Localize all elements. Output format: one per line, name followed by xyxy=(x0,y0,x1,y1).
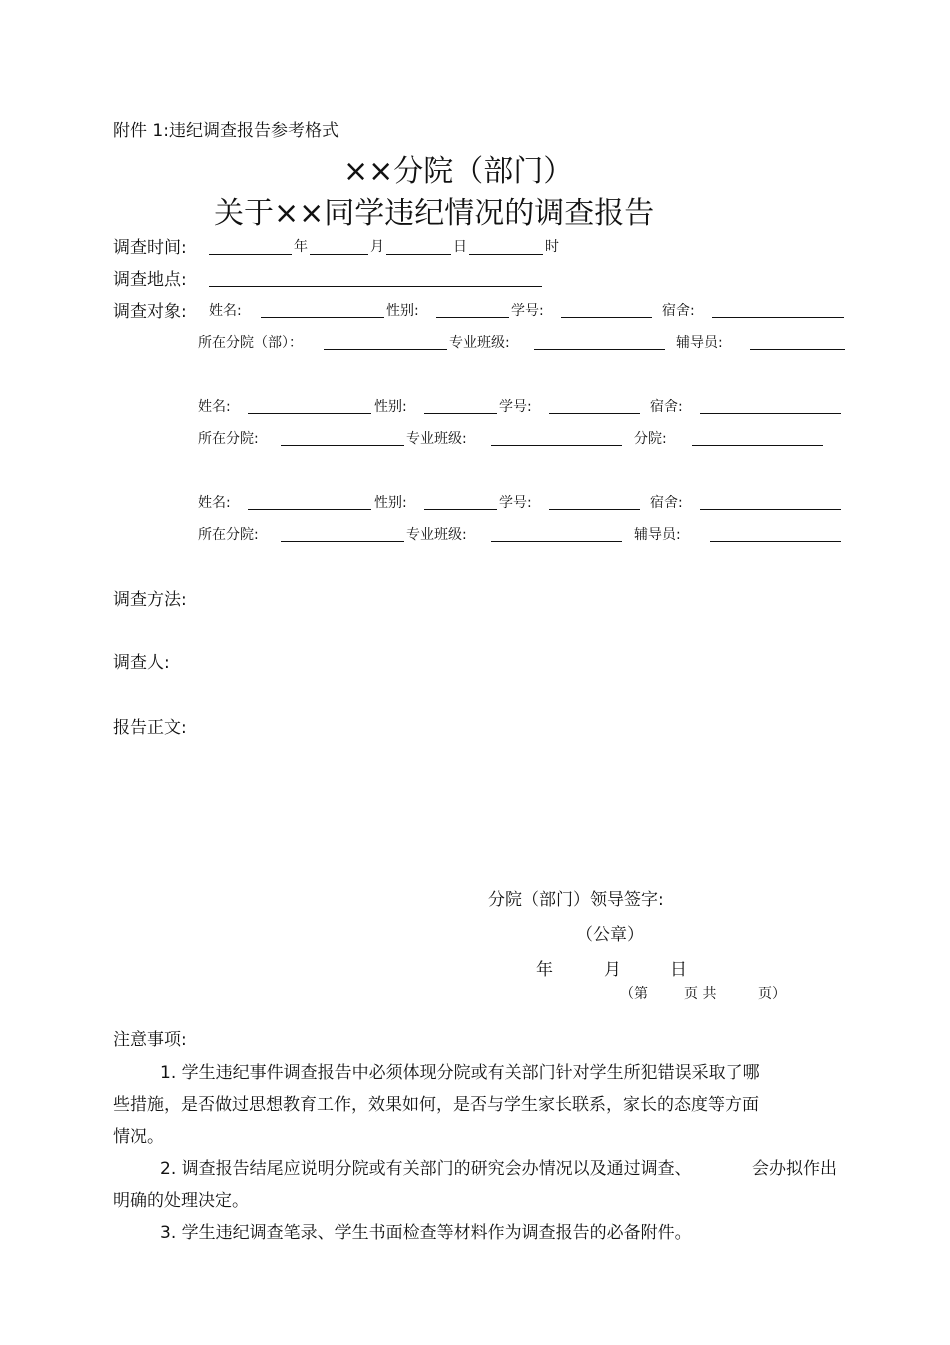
place-blank xyxy=(209,286,542,287)
subject3-class-label: 专业班级: xyxy=(406,527,467,543)
subject2-id-blank xyxy=(549,413,640,414)
note1-line2: 些措施，是否做过思想教育工作，效果如何，是否与学生家长联系，家长的态度等方面 xyxy=(113,1095,759,1115)
subject1-dorm-label: 宿舍: xyxy=(662,303,695,319)
subject3-counselor-blank xyxy=(710,541,841,542)
subject2-id-label: 学号: xyxy=(499,399,532,415)
method-label: 调查方法: xyxy=(113,590,187,610)
page-number-mid: 页 共 xyxy=(684,986,717,1002)
report-body-label: 报告正文: xyxy=(113,718,187,738)
note2-line1a: 2. 调查报告结尾应说明分院或有关部门的研究会办情况以及通过调查、 xyxy=(160,1159,692,1179)
subject2-gender-label: 性别: xyxy=(374,399,407,415)
sign-year: 年 xyxy=(536,960,553,980)
subject1-gender-blank xyxy=(436,317,509,318)
note2-line1b: 会办拟作出 xyxy=(752,1159,837,1179)
subject2-gender-blank xyxy=(424,413,497,414)
subject3-gender-label: 性别: xyxy=(374,495,407,511)
subject3-name-blank xyxy=(248,509,371,510)
subject3-college-label: 所在分院: xyxy=(198,527,259,543)
note1-line1: 1. 学生违纪事件调查报告中必须体现分院或有关部门针对学生所犯错误采取了哪 xyxy=(160,1063,760,1083)
subject3-dorm-label: 宿舍: xyxy=(650,495,683,511)
subject3-id-label: 学号: xyxy=(499,495,532,511)
page-number-open: （第 xyxy=(620,986,648,1002)
page-title-line1: ××分院（部门） xyxy=(343,154,574,189)
attachment-label: 附件 1:违纪调查报告参考格式 xyxy=(113,121,339,141)
subject3-counselor-label: 辅导员: xyxy=(634,527,681,543)
subject1-college-blank xyxy=(324,349,447,350)
notes-heading: 注意事项: xyxy=(113,1030,187,1050)
subject1-class-label: 专业班级: xyxy=(449,335,510,351)
sign-day: 日 xyxy=(670,960,687,980)
subject2-dorm-blank xyxy=(700,413,841,414)
day-unit: 日 xyxy=(453,239,467,255)
subject1-name-blank xyxy=(261,317,384,318)
hour-unit: 时 xyxy=(545,239,559,255)
subject1-college-label: 所在分院（部）： xyxy=(198,335,303,351)
subject1-gender-label: 性别: xyxy=(386,303,419,319)
note3-line1: 3. 学生违纪调查笔录、学生书面检查等材料作为调查报告的必备附件。 xyxy=(160,1223,692,1243)
subject1-counselor-label: 辅导员: xyxy=(676,335,723,351)
subject2-class-blank xyxy=(491,445,622,446)
place-label: 调查地点: xyxy=(113,270,187,290)
subject3-class-blank xyxy=(491,541,622,542)
subject2-name-label: 姓名: xyxy=(198,399,231,415)
subject1-class-blank xyxy=(534,349,665,350)
note2-line2: 明确的处理决定。 xyxy=(113,1191,249,1211)
investigator-label: 调查人: xyxy=(113,653,170,673)
subject2-college-blank xyxy=(281,445,404,446)
subject2-name-blank xyxy=(248,413,371,414)
subject3-dorm-blank xyxy=(700,509,841,510)
subject1-counselor-blank xyxy=(750,349,845,350)
subject2-dorm-label: 宿舍: xyxy=(650,399,683,415)
day-blank xyxy=(386,254,451,255)
subject2-college-label: 所在分院: xyxy=(198,431,259,447)
seal-label: （公章） xyxy=(576,925,644,945)
month-unit: 月 xyxy=(370,239,384,255)
subject2-branch-blank xyxy=(692,445,823,446)
month-blank xyxy=(310,254,368,255)
page-number-close: 页） xyxy=(758,986,786,1002)
subject2-class-label: 专业班级: xyxy=(406,431,467,447)
leader-signature-label: 分院（部门）领导签字: xyxy=(488,890,664,910)
time-label: 调查时间: xyxy=(113,238,187,258)
subject1-name-label: 姓名: xyxy=(209,303,242,319)
subject2-branch-label: 分院: xyxy=(634,431,667,447)
subject3-name-label: 姓名: xyxy=(198,495,231,511)
subject1-dorm-blank xyxy=(712,317,844,318)
subjects-label: 调查对象: xyxy=(113,302,187,322)
year-blank xyxy=(209,254,292,255)
subject1-id-blank xyxy=(561,317,652,318)
subject1-id-label: 学号: xyxy=(511,303,544,319)
subject3-id-blank xyxy=(549,509,640,510)
note1-line3: 情况。 xyxy=(113,1127,164,1147)
hour-blank xyxy=(469,254,543,255)
subject3-gender-blank xyxy=(424,509,497,510)
subject3-college-blank xyxy=(281,541,404,542)
year-unit: 年 xyxy=(294,239,308,255)
sign-month: 月 xyxy=(604,960,621,980)
page-title-line2: 关于××同学违纪情况的调查报告 xyxy=(214,196,655,231)
